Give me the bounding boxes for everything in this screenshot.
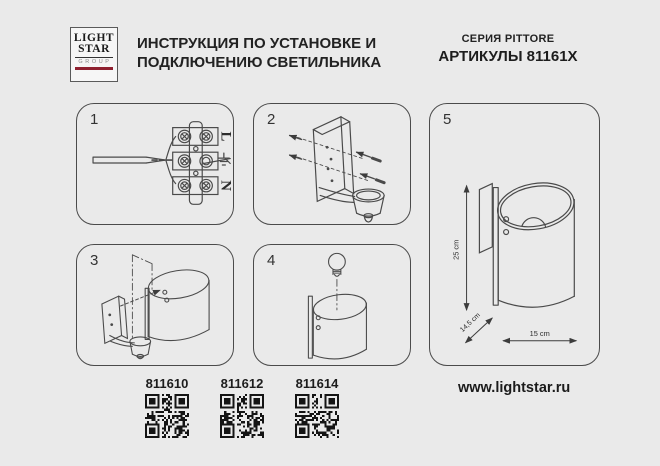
wiring-diagram	[77, 104, 233, 224]
panel-number: 3	[90, 252, 99, 269]
logo-divider	[75, 57, 113, 58]
panel-step-4	[253, 244, 411, 366]
qr-code	[220, 394, 264, 438]
panel-number: 1	[90, 111, 99, 128]
article-811610	[137, 376, 197, 438]
article-811612	[212, 376, 272, 438]
series-label: СЕРИЯ PITTORE	[461, 33, 555, 45]
panel-step-2	[253, 103, 411, 225]
logo-group: GROUP	[78, 59, 112, 65]
article-code: 811614	[295, 376, 339, 391]
panel-number: 5	[443, 111, 452, 128]
lightstar-logo	[70, 27, 118, 82]
bulb-insertion-diagram	[254, 245, 410, 365]
logo-star: STAR	[78, 43, 110, 55]
panel-step-3	[76, 244, 234, 366]
dim-width-label: 15 cm	[529, 328, 550, 338]
dim-depth-label: 14,5 cm	[459, 311, 482, 334]
title-line-2: ПОДКЛЮЧЕНИЮ СВЕТИЛЬНИКА	[137, 54, 382, 71]
panel-number: 4	[267, 252, 276, 269]
article-code: 811612	[220, 376, 264, 391]
article-811614	[287, 376, 347, 438]
terminal-label-n: N	[217, 180, 233, 191]
header-right	[418, 33, 598, 65]
article-code: 811610	[145, 376, 189, 391]
dim-height-label: 25 cm	[451, 239, 461, 260]
title-line-1: ИНСТРУКЦИЯ ПО УСТАНОВКЕ И	[137, 35, 377, 52]
panel-dimensions	[429, 103, 600, 366]
bulb-icon	[329, 253, 346, 270]
panel-step-1	[76, 103, 234, 225]
panel-number: 2	[267, 111, 276, 128]
page-title	[137, 34, 381, 72]
website-url: www.lightstar.ru	[458, 380, 571, 396]
qr-code	[145, 394, 189, 438]
dimension-diagram	[430, 104, 599, 365]
qr-code	[295, 394, 339, 438]
logo-red-bar	[75, 67, 113, 70]
articles-label: АРТИКУЛЫ 81161X	[438, 48, 578, 65]
terminal-label-l: L	[217, 131, 233, 142]
logo-light: LIGHT	[73, 32, 115, 44]
mounting-plate-diagram	[254, 104, 410, 224]
shade-mounting-diagram	[77, 245, 233, 365]
